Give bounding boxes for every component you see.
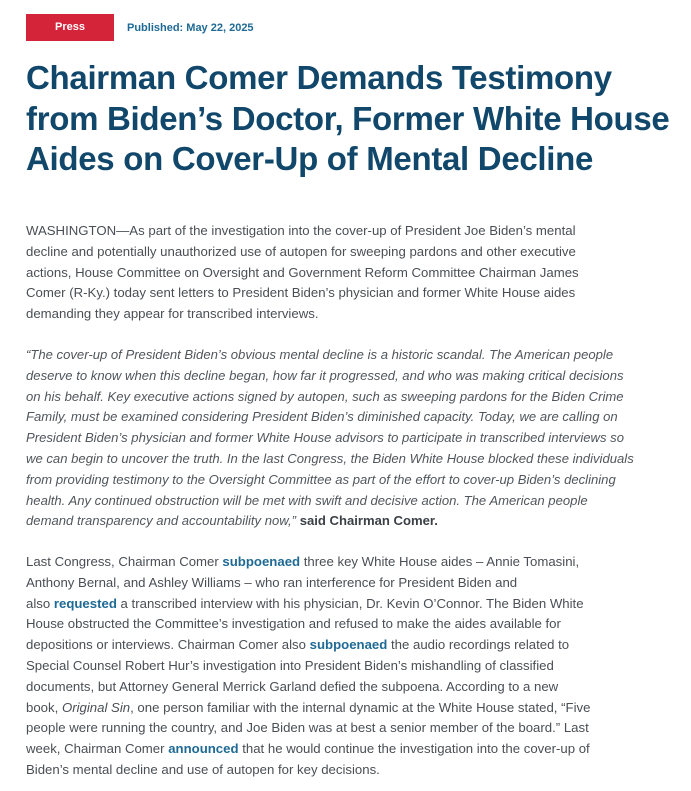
announced-link[interactable]: announced	[168, 741, 239, 757]
body-line	[26, 635, 626, 656]
body-line: Biden’s mental decline and use of autopen for key decisions.	[26, 761, 380, 777]
quote-line-text: demand transparency and accountability now,”	[26, 513, 297, 529]
quote-line: President Biden’s physician and former White House advisors to participate in transcribed interviews so	[26, 430, 624, 446]
intro-line: actions, House Committee on Oversight and Government Reform Committee Chairman James	[26, 264, 579, 280]
release-meta	[26, 14, 254, 60]
press-release-badge[interactable]: Press Release	[26, 14, 114, 41]
quote-line: on his behalf. Key executive actions signed by autopen, such as sweeping pardons for the Biden Crime	[26, 388, 624, 404]
body-line: people were running the country, and Joe Biden was at best a senior member of the board.” Last	[26, 720, 589, 736]
body-text: three key White House aides – Annie Tomasini,	[300, 554, 580, 569]
quote-line: we can begin to uncover the truth. In the last Congress, the Biden White House blocked these individuals	[26, 450, 634, 466]
subpoenaed-aides-link[interactable]: subpoenaed	[222, 554, 301, 569]
body-text: that he would continue the investigation into the cover-up of	[238, 741, 590, 757]
requested-interview-link[interactable]: requested	[53, 595, 117, 611]
quote-paragraph	[26, 345, 634, 532]
body-text: a transcribed interview with his physician, Dr. Kevin O’Connor. The Biden White	[116, 595, 584, 611]
book-title: Original Sin	[61, 699, 131, 715]
intro-line: WASHINGTON—As part of the investigation into the cover-up of President Joe Biden’s mental	[26, 223, 576, 238]
body-text: depositions or interviews. Chairman Comer also	[26, 637, 310, 653]
body-line	[26, 552, 626, 573]
body-paragraph	[26, 552, 626, 781]
intro-line: Comer (R-Ky.) today sent letters to President Biden’s physician and former White House aides	[26, 285, 576, 301]
quote-attribution: said Chairman Comer.	[299, 513, 438, 529]
body-text: , one person familiar with the internal dynamic at the White House stated, “Five	[130, 699, 591, 715]
body-text: also	[26, 595, 54, 611]
published-date: Published: May 22, 2025	[127, 21, 254, 34]
quote-line-last	[26, 511, 626, 532]
body-line: Anthony Bernal, and Ashley Williams – who ran interference for President Biden and	[26, 574, 518, 590]
body-line	[26, 594, 626, 615]
quote-line: health. Any continued obstruction will be met with swift and decisive action. The American people	[26, 492, 588, 508]
title-line: Aides on Cover-Up of Mental Decline	[26, 140, 594, 177]
intro-paragraph	[26, 221, 626, 325]
intro-line: demanding they appear for transcribed interviews.	[26, 306, 319, 322]
title-line: Chairman Comer Demands Testimony	[26, 59, 612, 96]
title-line: from Biden’s Doctor, Former White House	[26, 99, 670, 137]
quote-line: from providing testimony to the Oversight Committee as part of the effort to cover-up Biden’s declining	[26, 471, 616, 487]
body-text: Last Congress, Chairman Comer	[26, 554, 223, 569]
body-text: week, Chairman Comer	[26, 741, 169, 757]
body-text: book,	[26, 699, 62, 715]
quote-line: deserve to know when this decline began, how far it progressed, and who was making critical decisions	[26, 367, 624, 383]
body-text: the audio recordings related to	[387, 637, 570, 653]
body-line	[26, 739, 626, 760]
body-line	[26, 698, 626, 719]
subpoenaed-recordings-link[interactable]: subpoenaed	[309, 637, 388, 653]
intro-line: decline and potentially unauthorized use of autopen for sweeping pardons and other executive	[26, 243, 576, 259]
body-line: documents, but Attorney General Merrick Garland defied the subpoena. According to a new	[26, 678, 559, 694]
quote-line: “The cover-up of President Biden’s obvious mental decline is a historic scandal. The American people	[26, 347, 614, 362]
quote-line: Family, must be examined considering President Biden’s diminished capacity. Today, we are calling on	[26, 409, 618, 425]
page-title	[26, 58, 676, 180]
body-line: Special Counsel Robert Hur’s investigation into President Biden’s mishandling of classified	[26, 657, 554, 673]
body-line: House obstructed the Committee’s investigation and refused to make the aides available for	[26, 616, 561, 632]
